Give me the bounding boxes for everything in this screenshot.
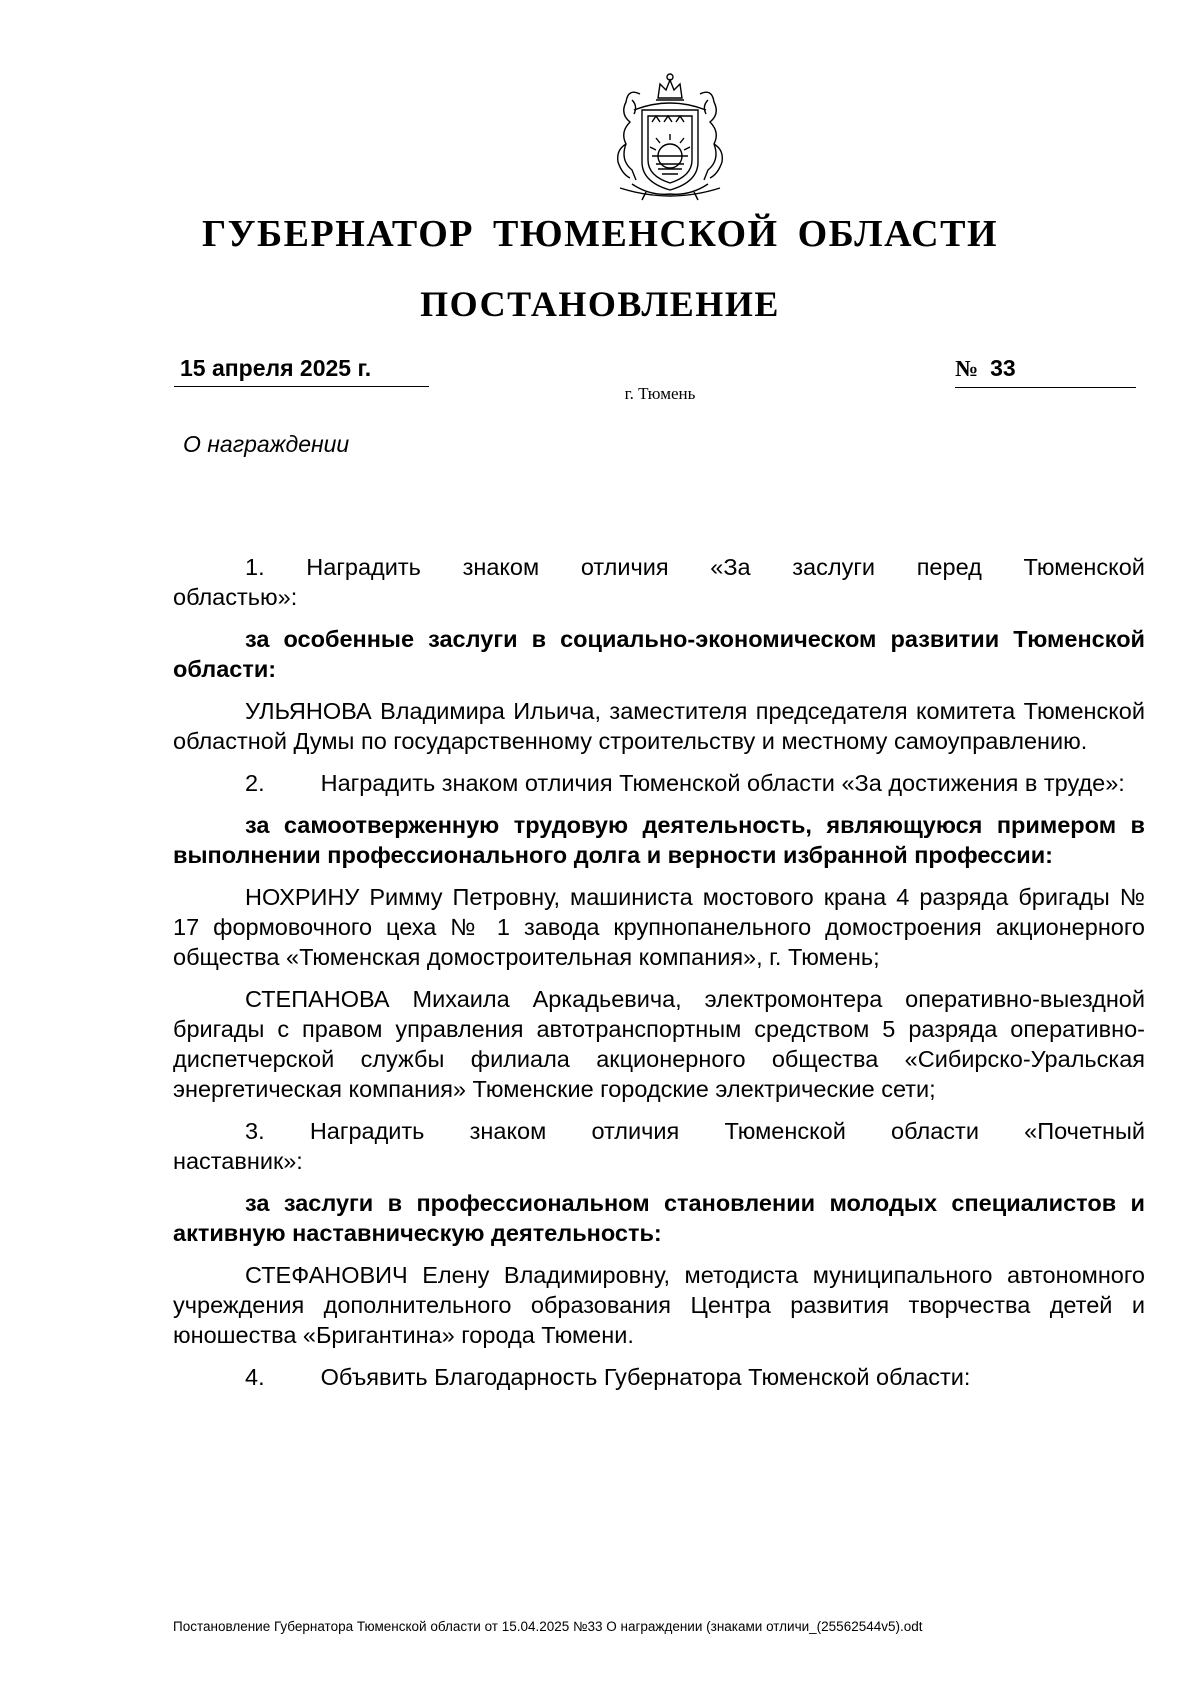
- clause-1-first-line: [173, 552, 1145, 582]
- clause-3-number: 3.: [245, 1118, 265, 1144]
- document-number: 33: [990, 355, 1016, 381]
- award-grounds-1: за особенные заслуги в социально-экономическом развитии Тюменской области:: [173, 626, 1145, 682]
- clause-1-word: Наградить: [306, 554, 421, 580]
- award-grounds-3: за заслуги в профессиональном становлении молодых специалистов и активную наставническую деятельность:: [173, 1190, 1145, 1246]
- clause-3-word: «Почетный: [1024, 1118, 1145, 1144]
- clause-1-continuation: областью»:: [173, 584, 298, 610]
- document-subject: О награждении: [183, 431, 350, 457]
- coat-of-arms-emblem: [590, 70, 750, 205]
- clause-1-word: отличия: [580, 554, 669, 580]
- document-body: [173, 552, 1145, 1404]
- clause-2: [173, 768, 1145, 798]
- clause-3-first-line: [173, 1116, 1145, 1146]
- clause-1-word: «За: [710, 554, 751, 580]
- clause-4-number: 4.: [245, 1364, 265, 1390]
- clause-3-continuation: наставник»:: [173, 1148, 303, 1174]
- clause-3-word: знаком: [469, 1118, 547, 1144]
- clause-3-word: Наградить: [309, 1118, 425, 1144]
- clause-1-word: перед: [916, 554, 982, 580]
- clause-3: [173, 1116, 1145, 1176]
- clause-3-word: области: [891, 1118, 979, 1144]
- awardee-3: СТЕПАНОВА Михаила Аркадьевича, электромонтера оперативно-выездной бригады с правом управления автотранспортным средством 5 разряда оперативно-диспетчерской службы филиала акционерного общества «Сибирско-Уральская энергетическая компания» Тюменские городские электрические сети;: [173, 986, 1145, 1102]
- clause-2-number: 2.: [245, 770, 265, 796]
- clause-4-text: Объявить Благодарность Губернатора Тюменской области:: [320, 1364, 971, 1390]
- issuing-authority-title: ГУБЕРНАТОР ТЮМЕНСКОЙ ОБЛАСТИ: [201, 213, 999, 255]
- number-sign: №: [955, 356, 979, 381]
- clause-3-word: отличия: [591, 1118, 680, 1144]
- awardee-1: УЛЬЯНОВА Владимира Ильича, заместителя председателя комитета Тюменской областной Думы по государственному строительству и местному самоуправлению.: [173, 698, 1145, 754]
- clause-1: [173, 552, 1145, 612]
- clause-1-word: заслуги: [792, 554, 876, 580]
- document-footer-filename: Постановление Губернатора Тюменской области от 15.04.2025 №33 О награждении (знаками отличи_(25562544v5).odt: [173, 1619, 923, 1634]
- awardee-4: СТЕФАНОВИЧ Елену Владимировну, методиста муниципального автономного учреждения дополнительного образования Центра развития творчества детей и юношества «Бригантина» города Тюмени.: [173, 1262, 1145, 1348]
- clause-1-word: знаком: [462, 554, 540, 580]
- clause-2-text: Наградить знаком отличия Тюменской области «За достижения в труде»:: [320, 770, 1125, 796]
- awardee-2: НОХРИНУ Римму Петровну, машиниста мостового крана 4 разряда бригады № 17 формовочного цеха № 1 завода крупнопанельного домостроения акционерного общества «Тюменская домостроительная компания», г. Тюмень;: [173, 884, 1145, 970]
- document-date: 15 апреля 2025 г.: [174, 355, 429, 387]
- clause-1-word: Тюменской: [1023, 554, 1145, 580]
- document-type-title: ПОСТАНОВЛЕНИЕ: [420, 284, 780, 324]
- clause-1-number: 1.: [245, 554, 265, 580]
- award-grounds-2: за самоотверженную трудовую деятельность, являющуюся примером в выполнении профессионального долга и верности избранной профессии:: [173, 812, 1145, 868]
- clause-3-word: Тюменской: [724, 1118, 846, 1144]
- clause-4: [173, 1362, 1145, 1392]
- document-city: г. Тюмень: [624, 384, 696, 403]
